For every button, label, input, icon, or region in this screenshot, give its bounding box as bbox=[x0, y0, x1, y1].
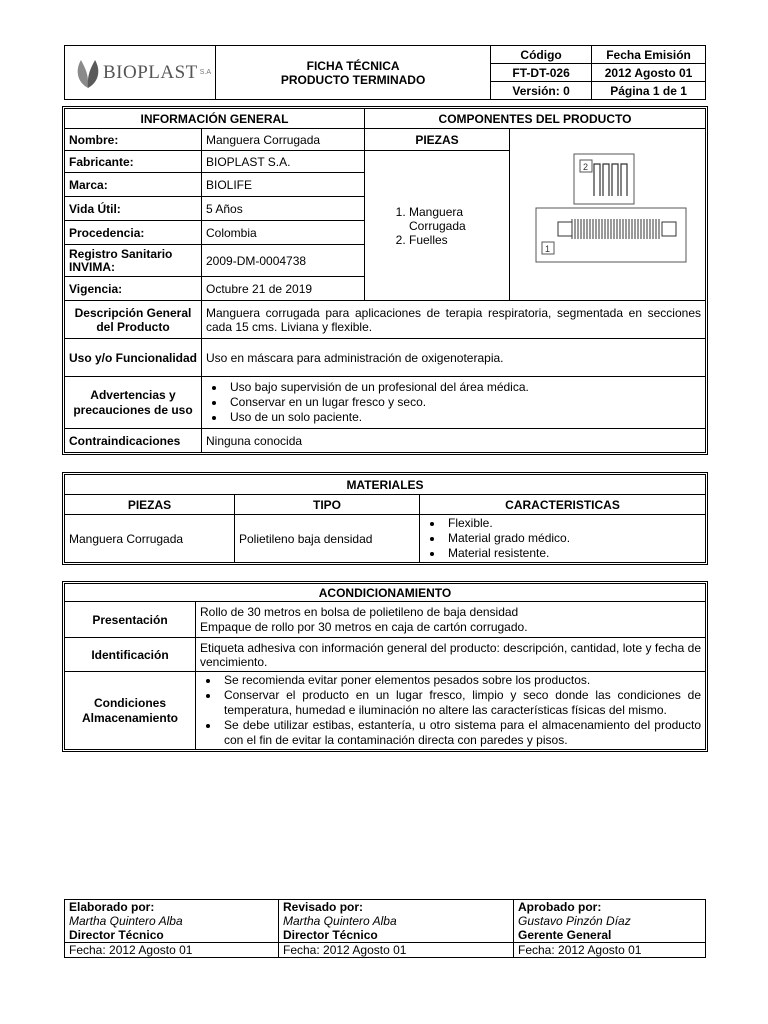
page-number: Página 1 de 1 bbox=[592, 82, 706, 100]
footer-role: Director Técnico bbox=[65, 928, 279, 943]
pieces-heading: PIEZAS bbox=[365, 129, 510, 151]
code-value: FT-DT-026 bbox=[491, 64, 592, 82]
materials-heading: MATERIALES bbox=[65, 475, 706, 495]
footer-name: Martha Quintero Alba bbox=[65, 914, 279, 928]
characteristic-item: • Material grado médico. bbox=[444, 531, 701, 546]
emission-value: 2012 Agosto 01 bbox=[592, 64, 706, 82]
characteristics-list bbox=[424, 516, 701, 561]
piece-item: 2. Fuelles bbox=[409, 233, 505, 247]
warning-item: • Conservar en un lugar fresco y seco. bbox=[226, 395, 701, 410]
row-label: Registro Sanitario INVIMA: bbox=[65, 245, 202, 277]
row-value: Colombia bbox=[202, 221, 365, 245]
row-label: Vigencia: bbox=[65, 277, 202, 301]
row-value: Octubre 21 de 2019 bbox=[202, 277, 365, 301]
warning-item: • Uso de un solo paciente. bbox=[226, 410, 701, 425]
logo-text: BIOPLAST bbox=[103, 61, 198, 83]
row-label: Marca: bbox=[65, 173, 202, 197]
use-label: Uso y/o Funcionalidad bbox=[65, 339, 202, 377]
components-heading: COMPONENTES DEL PRODUCTO bbox=[365, 109, 706, 129]
warnings-cell bbox=[202, 377, 706, 429]
presentation-cell bbox=[196, 602, 706, 638]
diagram-label-2: 2 bbox=[583, 162, 589, 172]
presentation-line: Empaque de rollo por 30 metros en caja de cartón corrugado. bbox=[200, 619, 528, 634]
characteristic-item: • Flexible. bbox=[444, 516, 701, 531]
row-value: Manguera Corrugada bbox=[202, 129, 365, 151]
materials-table bbox=[64, 474, 706, 563]
identification-value: Etiqueta adhesiva con información general del producto: descripción, cantidad, lote y fecha de vencimiento. bbox=[196, 638, 706, 672]
footer-date: Fecha: 2012 Agosto 01 bbox=[279, 943, 514, 958]
general-heading: INFORMACIÓN GENERAL bbox=[65, 109, 365, 129]
row-value: BIOPLAST S.A. bbox=[202, 151, 365, 173]
signatures-table bbox=[64, 899, 706, 958]
product-diagram-cell bbox=[510, 129, 706, 301]
characteristic-item: • Material resistente. bbox=[444, 546, 701, 561]
storage-label: Condiciones Almacenamiento bbox=[65, 672, 196, 750]
conditioning-table bbox=[64, 583, 706, 750]
leaf-logo-icon bbox=[73, 56, 103, 90]
storage-item: • Conservar el producto en un lugar fresco, limpio y seco donde las condiciones de temperatura, humedad e iluminación no altere las características físicas del mismo. bbox=[220, 688, 701, 718]
contraindications-value: Ninguna conocida bbox=[202, 429, 706, 453]
general-info-table bbox=[64, 108, 706, 453]
pieces-list bbox=[369, 205, 505, 247]
document-title bbox=[216, 46, 491, 100]
row-label: Vida Útil: bbox=[65, 197, 202, 221]
conditioning-heading: ACONDICIONAMIENTO bbox=[65, 584, 706, 602]
presentation-label: Presentación bbox=[65, 602, 196, 638]
row-label: Fabricante: bbox=[65, 151, 202, 173]
material-type: Polietileno baja densidad bbox=[235, 515, 420, 563]
code-label: Código bbox=[491, 46, 592, 64]
footer-name: Gustavo Pinzón Díaz bbox=[514, 914, 706, 928]
footer-role: Director Técnico bbox=[279, 928, 514, 943]
hose-diagram bbox=[510, 138, 700, 288]
footer-label: Revisado por: bbox=[279, 900, 514, 915]
logo-cell bbox=[65, 46, 216, 100]
footer-role: Gerente General bbox=[514, 928, 706, 943]
use-value: Uso en máscara para administración de oxigenoterapia. bbox=[202, 339, 706, 377]
row-label: Procedencia: bbox=[65, 221, 202, 245]
row-label: Nombre: bbox=[65, 129, 202, 151]
storage-item: • Se recomienda evitar poner elementos pesados sobre los productos. bbox=[220, 673, 701, 688]
col-type: TIPO bbox=[235, 495, 420, 515]
warnings-list bbox=[206, 380, 701, 425]
footer-label: Elaborado por: bbox=[65, 900, 279, 915]
logo-suffix: S.A bbox=[199, 69, 212, 76]
description-label: Descripción General del Producto bbox=[65, 301, 202, 339]
contraindications-label: Contraindicaciones bbox=[65, 429, 202, 453]
title-line-1: FICHA TÉCNICA bbox=[306, 58, 400, 73]
footer-label: Aprobado por: bbox=[514, 900, 706, 915]
row-value: 2009-DM-0004738 bbox=[202, 245, 365, 277]
characteristics-cell bbox=[420, 515, 706, 563]
pieces-list-cell bbox=[365, 151, 510, 301]
emission-label: Fecha Emisión bbox=[592, 46, 706, 64]
storage-list bbox=[200, 673, 701, 748]
header-table bbox=[64, 45, 706, 100]
warnings-label: Advertencias y precauciones de uso bbox=[65, 377, 202, 429]
presentation-line: Rollo de 30 metros en bolsa de polietileno de baja densidad bbox=[200, 604, 519, 619]
title-line-2: PRODUCTO TERMINADO bbox=[280, 72, 426, 87]
piece-item: 1. Manguera Corrugada bbox=[409, 205, 505, 233]
row-value: 5 Años bbox=[202, 197, 365, 221]
identification-label: Identificación bbox=[65, 638, 196, 672]
footer-date: Fecha: 2012 Agosto 01 bbox=[514, 943, 706, 958]
description-value: Manguera corrugada para aplicaciones de terapia respiratoria, segmentada en secciones cada 15 cms. Liviana y flexible. bbox=[202, 301, 706, 339]
warning-item: • Uso bajo supervisión de un profesional del área médica. bbox=[226, 380, 701, 395]
version: Versión: 0 bbox=[491, 82, 592, 100]
footer-name: Martha Quintero Alba bbox=[279, 914, 514, 928]
row-value: BIOLIFE bbox=[202, 173, 365, 197]
col-characteristics: CARACTERISTICAS bbox=[420, 495, 706, 515]
company-logo bbox=[69, 51, 211, 95]
footer-date: Fecha: 2012 Agosto 01 bbox=[65, 943, 279, 958]
material-piece: Manguera Corrugada bbox=[65, 515, 235, 563]
col-pieces: PIEZAS bbox=[65, 495, 235, 515]
diagram-label-1: 1 bbox=[545, 244, 551, 254]
storage-cell bbox=[196, 672, 706, 750]
storage-item: • Se debe utilizar estibas, estantería, u otro sistema para el almacenamiento del producto con el fin de evitar la contaminación directa con paredes y pisos. bbox=[220, 718, 701, 748]
